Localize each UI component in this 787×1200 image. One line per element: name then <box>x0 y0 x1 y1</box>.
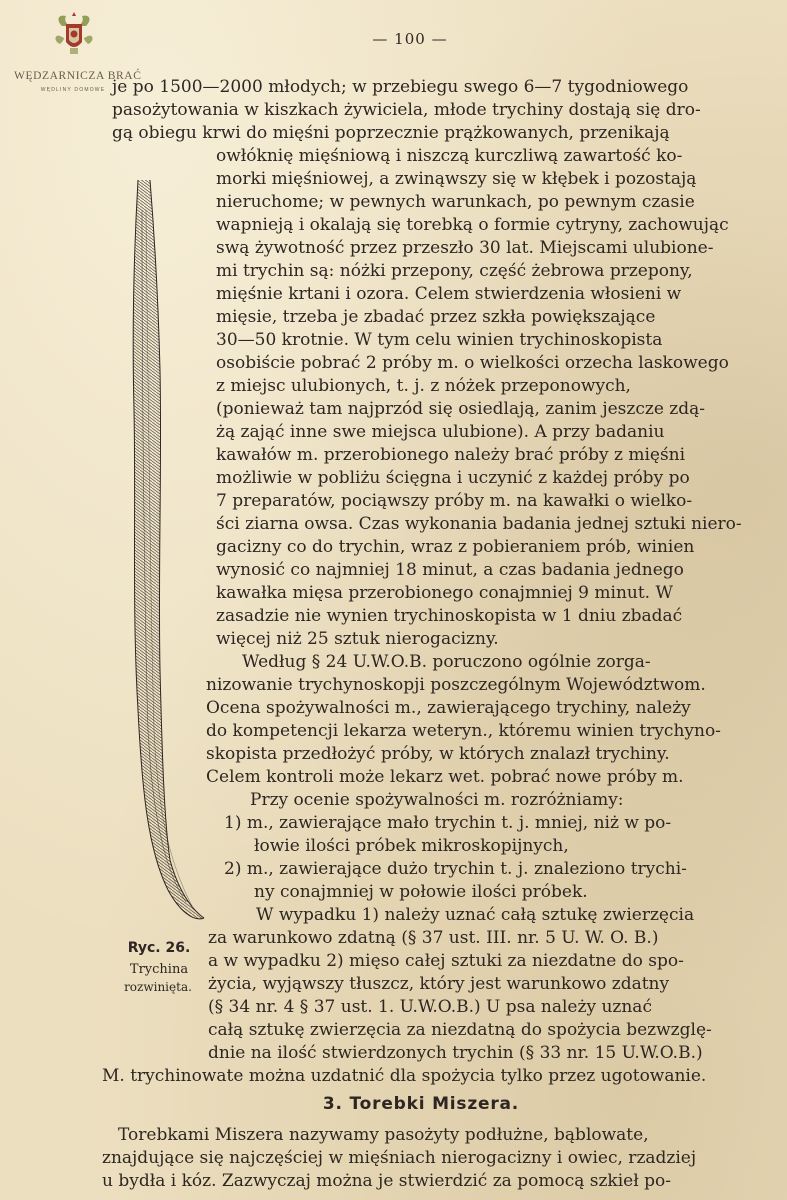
text-line: zasadzie nie wynien trychinoskopista w 1 dniu zbadać <box>216 606 683 626</box>
text-line: Ocena spożywalności m., zawierającego trychiny, należy <box>206 698 691 718</box>
text-line: morki mięśniowej, a zwinąwszy się w kłębek i pozostają <box>216 169 697 189</box>
text-line: wapnieją i okalają się torebką o formie cytryny, zachowując <box>216 215 729 235</box>
text-line: życia, wyjąwszy tłuszcz, który jest warunkowo zdatny <box>208 974 670 994</box>
text-line: całą sztukę zwierzęcia za niezdatną do spożycia bezwzglę- <box>208 1020 712 1040</box>
text-line: wynosić co najmniej 18 minut, a czas badania jednego <box>216 560 684 580</box>
logo-title: WĘDZARNICZA BRAĆ <box>14 70 142 82</box>
section-heading: 3. Torebki Miszera. <box>322 1094 520 1114</box>
text-line: Według § 24 U.W.O.B. poruczono ogólnie zorga- <box>242 652 651 672</box>
text-line: M. trychinowate można uzdatnić dla spożycia tylko przez ugotowanie. <box>102 1066 707 1086</box>
text-line: 30—50 krotnie. W tym celu winien trychinoskopista <box>216 330 663 350</box>
text-line: 1) m., zawierające mało trychin t. j. mniej, niż w po- <box>224 813 672 833</box>
text-line: owłóknię mięśniową i niszczą kurczliwą zawartość ko- <box>216 146 683 166</box>
text-line: możliwie w pobliżu ścięgna i uczynić z każdej próby po <box>216 468 690 488</box>
text-line: za warunkowo zdatną (§ 37 ust. III. nr. 5 U. W. O. B.) <box>208 928 659 948</box>
text-line: (ponieważ tam najprzód się osiedlają, zanim jeszcze zdą- <box>216 399 705 419</box>
text-line: kawałów m. przerobionego należy brać próby z mięśni <box>216 445 686 465</box>
figure-label: Ryc. 26. <box>127 940 191 956</box>
text-line: nizowanie trychynoskopji poszczególnym Województwom. <box>206 675 706 695</box>
text-line: do kompetencji lekarza weteryn., któremu winien trychyno- <box>206 721 721 741</box>
text-line: z miejsc ulubionych, t. j. z nóżek przeponowych, <box>216 376 631 396</box>
text-line: gą obiegu krwi do mięśni poprzecznie prążkowanych, przenikają <box>112 123 670 143</box>
text-line: swą żywotność przez przeszło 30 lat. Miejscami ulubione- <box>216 238 714 258</box>
text-line: łowie ilości próbek mikroskopijnych, <box>254 836 569 856</box>
text-line: (§ 34 nr. 4 § 37 ust. 1. U.W.O.B.) U psa należy uznać <box>208 997 652 1017</box>
text-line: znajdujące się najczęściej w mięśniach nierogacizny i owiec, rzadziej <box>102 1148 697 1168</box>
text-line: 7 preparatów, pociąwszy próby m. na kawałki o wielko- <box>216 491 693 511</box>
figure-state: rozwinięta. <box>124 980 192 994</box>
text-line: skopista przedłożyć próby, w których znalazł trychiny. <box>206 744 670 764</box>
figure-name: Trychina <box>129 962 189 977</box>
logo-subtitle: WĘDLINY DOMOWE <box>40 87 106 93</box>
text-line: mięśnie krtani i ozora. Celem stwierdzenia włosieni w <box>216 284 682 304</box>
text-line: W wypadku 1) należy uznać całą sztukę zwierzęcia <box>256 905 695 925</box>
text-line: Przy ocenie spożywalności m. rozróżniamy: <box>250 790 624 810</box>
text-line: więcej niż 25 sztuk nierogacizny. <box>216 629 499 649</box>
text-line: mięsie, trzeba je zbadać przez szkła powiększające <box>216 307 656 327</box>
text-line: żą zająć inne swe miejsca ulubione). A przy badaniu <box>216 422 665 442</box>
text-line: osobiście pobrać 2 próby m. o wielkości orzecha laskowego <box>216 353 729 373</box>
text-line: u bydła i kóz. Zazwyczaj można je stwierdzić za pomocą szkieł po- <box>102 1171 672 1191</box>
text-line: kawałka mięsa przerobionego conajmniej 9 minut. W <box>216 583 673 603</box>
text-line: 2) m., zawierające dużo trychin t. j. znaleziono trychi- <box>224 859 687 879</box>
text-line: pasożytowania w kiszkach żywiciela, młode trychiny dostają się dro- <box>112 100 701 120</box>
text-line: Celem kontroli może lekarz wet. pobrać nowe próby m. <box>206 767 684 787</box>
text-line: nieruchome; w pewnych warunkach, po pewnym czasie <box>216 192 695 212</box>
text-line: gacizny co do trychin, wraz z pobieraniem prób, winien <box>216 537 695 557</box>
text-line: Torebkami Miszera nazywamy pasożyty podłużne, bąblowate, <box>118 1125 649 1145</box>
text-line: ny conajmniej w połowie ilości próbek. <box>254 882 588 902</box>
trichina-illustration <box>108 170 208 930</box>
text-line: je po 1500—2000 młodych; w przebiegu swego 6—7 tygodniowego <box>112 77 689 97</box>
text-line: mi trychin są: nóżki przepony, część żebrowa przepony, <box>216 261 693 281</box>
page-number: — 100 — <box>372 30 448 48</box>
text-line: dnie na ilość stwierdzonych trychin (§ 33 nr. 15 U.W.O.B.) <box>208 1043 703 1063</box>
text-line: ści ziarna owsa. Czas wykonania badania jednej sztuki niero- <box>216 514 742 534</box>
text-line: a w wypadku 2) mięso całej sztuki za niezdatne do spo- <box>208 951 684 971</box>
